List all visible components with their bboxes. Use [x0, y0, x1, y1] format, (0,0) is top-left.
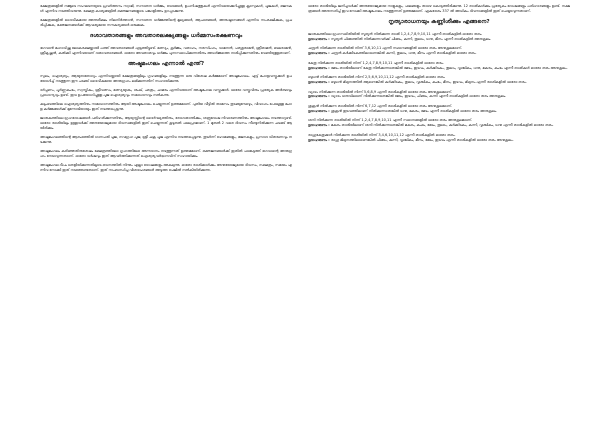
rule-line: ശനി നിൽക്കുന്ന രാശിയിൽ നിന്ന് 1,2,4,7,8,9,10,11 എന്നീ സ്ഥാനങ്ങളിൽ ഓരോ തരം അനുകൂലമാണ്.	[308, 118, 473, 123]
rule-line: ചന്ദ്രൻ നിൽക്കുന്ന രാശിയിൽ നിന്ന് 3,6,10,11 എന്നീ സ്ഥാനങ്ങളിൽ ഓരോ തരം അനുകൂലമാണ്.	[308, 46, 463, 51]
example-label: ഉദാഹരണം :	[308, 36, 330, 41]
example-label: ഉദാഹരണം :	[308, 65, 330, 70]
example-line	[308, 66, 570, 71]
example-line	[308, 51, 570, 56]
right-column	[308, 4, 570, 147]
body-paragraph-7: അഷ്ടമംഗല ദീപം തെളിയിക്കുന്നതിലൂടെ ഭവനത്തിൽ നിന്നും എല്ലാ ദോഷങ്ങളും അകലുന്നു. ഓരോ രാശിക്കാർക്കും അനുയോജ്യമായ ദിവസം, നക്ഷത്രം, സമയം എന്നിവ നോക്കി ഇത് നടത്തേണ്ടതാണ്. ഇത് സംബന്ധിച്ച വിശദാംശങ്ങൾ അടുത്ത പേജിൽ നൽകിയിരിക്കുന്നു.	[40, 163, 292, 172]
intro-paragraph-2: ക്ഷേത്രങ്ങളിൽ ദൈവീകമായ അന്തരീക്ഷം നിലനിർത്താൻ, സനാതന ധർമ്മത്തിന്റെ മൂല്യങ്ങൾ, ആചാരങ്ങൾ, അനുഷ്ഠാനങ്ങൾ എന്നിവ സംരക്ഷിക്കുക, പ്രചരിപ്പിക്കുക, ഭക്തജനങ്ങൾക്ക് ആവശ്യമായ സൗകര്യങ്ങൾ ഒരുക്കുക.	[40, 18, 292, 27]
body-paragraph-2: ദർപ്പണം, പൂർണ്ണകുംഭം, സ്വസ്തികം, ശ്രീവത്സം, മത്സ്യയുഗ്മം, ശംഖ്, ഛത്രം, ചാമരം എന്നിവയാണ് അഷ്ടമംഗല വസ്തുക്കൾ. ഓരോ വസ്തുവിനും പ്രത്യേക അർത്ഥവും പ്രാധാന്യവും ഉണ്ട്. ഇവ ഉപയോഗിച്ചുള്ള പൂജ ഐശ്വര്യവും സമാധാനവും നൽകുന്നു.	[40, 88, 292, 97]
example-line	[308, 138, 570, 143]
left-column	[40, 4, 292, 177]
example-text: മകരം രാശിയിലാണ് ശനി നിൽക്കുന്നതെങ്കിൽ മകരം, കുംഭം, മേടം, തുലാം, കർക്കിടകം, കന്നി, വൃശ്ചികം, ധനു എന്നീ രാശികളിൽ ഓരോ തരം.	[330, 123, 554, 128]
planet-rule-item	[308, 118, 570, 127]
planet-rule-item	[308, 90, 570, 99]
rule-line: കേതു നിൽക്കുന്ന രാശിയിൽ നിന്ന് 1,2,4,7,8,9,10,11 എന്നീ രാശികളിൽ ഓരോ തരം.	[308, 60, 445, 65]
body-paragraph-4: ജാതകത്തിലെ ഗ്രഹദോഷങ്ങൾ പരിഹരിക്കുന്നതിനും, ആയുസ്സിന്റെ ദൈർഘ്യത്തിനും, രോഗശാന്തിക്കും, ശത്രുദോഷ നിവാരണത്തിനും അഷ്ടമംഗലം നടത്താറുണ്ട്. ഓരോ രാശിയിലും ഉള്ളവർക്ക് അനുയോജ്യമായ ദിവസങ്ങളിൽ ഇത് ചെയ്യുന്നത് കൂടുതൽ ഫലപ്രദമാണ്. 1 മുതൽ 2 വരെ ദിവസം നീണ്ടുനിൽക്കുന്ന ചടങ്ങ് ആയിരിക്കും.	[40, 116, 292, 130]
example-text: വ്യാഴം ധനുവിലാണ് നിൽക്കുന്നതെങ്കിൽ മേടം, ഇടവം, ചിങ്ങം, കന്നി എന്നീ രാശികളിൽ ഓരോ തരം അനുകൂലം.	[330, 94, 507, 99]
body-paragraph-3: കുടുംബത്തിലെ ഐശ്വര്യത്തിനും സമാധാനത്തിനും ആയി അഷ്ടമംഗലം ചെയ്യുന്നത് ഉത്തമമാണ്. പുതിയ വീട്ടിൽ താമസം തുടങ്ങുമ്പോഴും, വിവാഹം പോലുള്ള മംഗള കർമ്മങ്ങൾക്ക് മുന്നോടിയായും ഇത് നടത്തപ്പെടുന്നു.	[40, 102, 292, 111]
example-line	[308, 123, 570, 128]
example-text: രാഹു മിഥുനത്തിലാണെങ്കിൽ ചിങ്ങം, കന്നി, വൃശ്ചികം, മീനം, മേടം, ഇടവം എന്നീ രാശികളിൽ ഓരോ തരം അനുകൂലം.	[330, 137, 514, 142]
rule-line: ബുധൻ നിൽക്കുന്ന രാശിയിൽ നിന്ന് 2,5,6,9,10,11,12 എന്നീ രാശികളിൽ ഓരോ തരം.	[308, 75, 446, 80]
planet-rule-item	[308, 133, 570, 142]
example-line	[308, 109, 570, 114]
planet-rule-item	[308, 104, 570, 113]
example-line	[308, 80, 570, 85]
rule-line: രാഹുകേതുക്കൾ നിൽക്കുന്ന രാശിയിൽ നിന്ന് 3,4,6,10,11,12 എന്നീ രാശികളിൽ ഓരോ തരം.	[308, 132, 456, 137]
avatars-paragraph: ഭഗവാൻ മഹാവിഷ്ണു ലോകരക്ഷയ്ക്കായി പത്ത് അവതാരങ്ങൾ എടുത്തിട്ടുണ്ട്. മത്സ്യം, കൂർമ്മം, വരാഹം, നരസിംഹം, വാമനൻ, പരശുരാമൻ, ശ്രീരാമൻ, ബലരാമൻ, ശ്രീകൃഷ്ണൻ, കൽക്കി എന്നിവയാണ് ദശാവതാരങ്ങൾ. ഓരോ അവതാരവും ധർമ്മം പുനഃസ്ഥാപിക്കുന്നതിനും അധർമ്മത്തെ നശിപ്പിക്കുന്നതിനും വേണ്ടിയുള്ളതാണ്.	[40, 46, 292, 55]
example-label: ഉദാഹരണം :	[308, 123, 330, 128]
example-text: മേടം രാശിയിലാണ് കേതു നിൽക്കുന്നതെങ്കിൽ മേടം, ഇടവം, കർക്കിടകം, തുലാം, വൃശ്ചികം, ധനു, മകരം, കുംഭം എന്നീ രാശികൾ ഓരോ തരം അനുകൂലം.	[330, 65, 568, 70]
example-label: ഉദാഹരണം :	[308, 108, 330, 113]
example-label: ഉദാഹരണം :	[308, 137, 330, 142]
example-label: ഉദാഹരണം :	[308, 51, 330, 56]
rule-line: വ്യാഴം നിൽക്കുന്ന രാശിയിൽ നിന്ന് 5,6,8,9 എന്നീ രാശികളിൽ ഓരോ തരം അനുകൂലമാണ്.	[308, 89, 453, 94]
example-text: സൂര്യൻ ചിങ്ങത്തിൽ നിൽക്കുന്നവർക്ക് ചിങ്ങം, കന്നി, തുലാം, ധനു, മീനം എന്നീ രാശികളിൽ അനുകൂലം.	[330, 36, 492, 41]
body-paragraph-6: അഷ്ടമംഗലം കഴിഞ്ഞതിനുശേഷം ക്ഷേത്രത്തിലോ ഗൃഹത്തിലോ അന്നദാനം നടത്തുന്നത് ഉത്തമമാണ്. ഭക്തജനങ്ങൾക്ക് ഇതിൽ പങ്കെടുത്ത് ഭഗവാന്റെ അനുഗ്രഹം നേടാവുന്നതാണ്. ഓരോ വർഷവും ഇത് ആവർത്തിക്കുന്നത് ഐശ്വര്യവർദ്ധനവിന് സഹായിക്കും.	[40, 149, 292, 158]
rule-line: ജാതകത്തിലെ ഗ്രഹസ്ഥിതിയിൽ സൂര്യൻ നിൽക്കുന്ന രാശി 1,2,4,7,8,9,10,11 എന്നീ രാശികളിൽ ഓരോ തരം.	[308, 32, 483, 36]
planet-rule-item	[308, 46, 570, 55]
example-text: ചന്ദ്രൻ കർക്കിടകത്തിലാണെങ്കിൽ കന്നി, തുലാം, ധനു, മീനം എന്നീ രാശികളിൽ ഓരോ തരം.	[330, 51, 477, 56]
example-line	[308, 37, 570, 42]
example-text: ശുക്രൻ ഇടവത്തിലാണ് നിൽക്കുന്നതെങ്കിൽ ധനു, മകരം, മേടം എന്നീ രാശികളിൽ ഓരോ തരം അനുകൂലം.	[330, 108, 498, 113]
section-heading-avatars: ദശാവതാരങ്ങളും അവതാരലക്ഷ്യങ്ങളും ധർമ്മസംരക്ഷണവും	[89, 33, 243, 39]
planet-rule-item	[308, 61, 570, 70]
section-heading-right: നൃത്യാരാധനയും കണ്ണിശീക്കും എങ്ങനെ?	[388, 19, 490, 25]
intro-paragraph-1: ക്ഷേത്രങ്ങളിൽ നമ്മുടെ സംഘടനയുടെ പ്രവർത്തനം സ്വാമി, സനാതന ധർമ്മം, വേദങ്ങൾ, ഉപനിഷത്തുകൾ എന്നിവയെക്കുറിച്ചുള്ള ക്ലാസുകൾ, പൂജകൾ, ഭജനകൾ എന്നിവ നടത്തിവരുന്നു. ക്ഷേത്ര കാര്യങ്ങളിൽ ഭക്തജനങ്ങളുടെ പങ്കാളിത്തം ഉറപ്പാക്കുന്നു.	[40, 4, 292, 13]
planet-rule-item	[308, 32, 570, 41]
example-label: ഉദാഹരണം :	[308, 94, 330, 99]
section-heading-ashtamangalam: അഷ്ടമംഗലം എന്നാൽ എന്ത്?	[127, 61, 205, 67]
example-label: ഉദാഹരണം :	[308, 79, 330, 84]
example-text: ബുധൻ മിഥുനത്തിൽ ആണെങ്കിൽ കർക്കിടകം, തുലാം, വൃശ്ചികം, കുംഭം, മീനം, ഇടവം, മിഥുനം എന്നീ രാശികളിൽ ഓരോ തരം.	[330, 79, 527, 84]
example-line	[308, 94, 570, 99]
right-intro-paragraph: ഓരോ രാശിയിലും ജനിച്ചവർക്ക് അനുയോജ്യമായ നാളുകളും, ഫലങ്ങളും താഴെ കൊടുത്തിരിക്കുന്നു. 12 രാശികൾക്കും പ്രത്യേകം ദോഷങ്ങളും പരിഹാരങ്ങളും ഉണ്ട്. നക്ഷത്രങ്ങൾ അനുസരിച്ച് ഇവ നോക്കി അഷ്ടമംഗലം നടത്തുന്നത് ഉത്തമമാണ്. ഏകദേശം 337 ൽ അധികം ദിവസങ്ങളിൽ ഇത് ചെയ്യാവുന്നതാണ്.	[308, 4, 570, 13]
planet-rule-item	[308, 75, 570, 84]
body-paragraph-1: സുഖം, ഐശ്വര്യം, ആയുരാരോഗ്യം എന്നിവയ്ക്കായി ക്ഷേത്രങ്ങളിലും ഗൃഹങ്ങളിലും നടത്തുന്ന ഒരു വിശേഷ കർമ്മമാണ് അഷ്ടമംഗലം. എട്ട് മംഗളവസ്തുക്കൾ ഉപയോഗിച്ച് നടത്തുന്ന ഈ ചടങ്ങ് ദൈവീകമായ അനുഗ്രഹം ലഭിക്കുന്നതിന് സഹായിക്കുന്നു.	[40, 74, 292, 83]
body-paragraph-5: അഷ്ടമംഗലത്തിന്റെ ആരംഭത്തിൽ ഗണപതി പൂജ, നവഗ്രഹ പൂജ, ശ്രീ ചക്ര പൂജ എന്നിവ നടത്തപ്പെടുന്നു. തുടർന്ന് ഹോമങ്ങളും, ഭജനകളും, പ്രസാദ വിതരണവും നടക്കുന്നു.	[40, 135, 292, 144]
rule-line: ശുക്രൻ നിൽക്കുന്ന രാശിയിൽ നിന്ന് 6,7,12 എന്നീ രാശികളിൽ ഓരോ തരം അനുകൂലമാണ്.	[308, 104, 453, 109]
